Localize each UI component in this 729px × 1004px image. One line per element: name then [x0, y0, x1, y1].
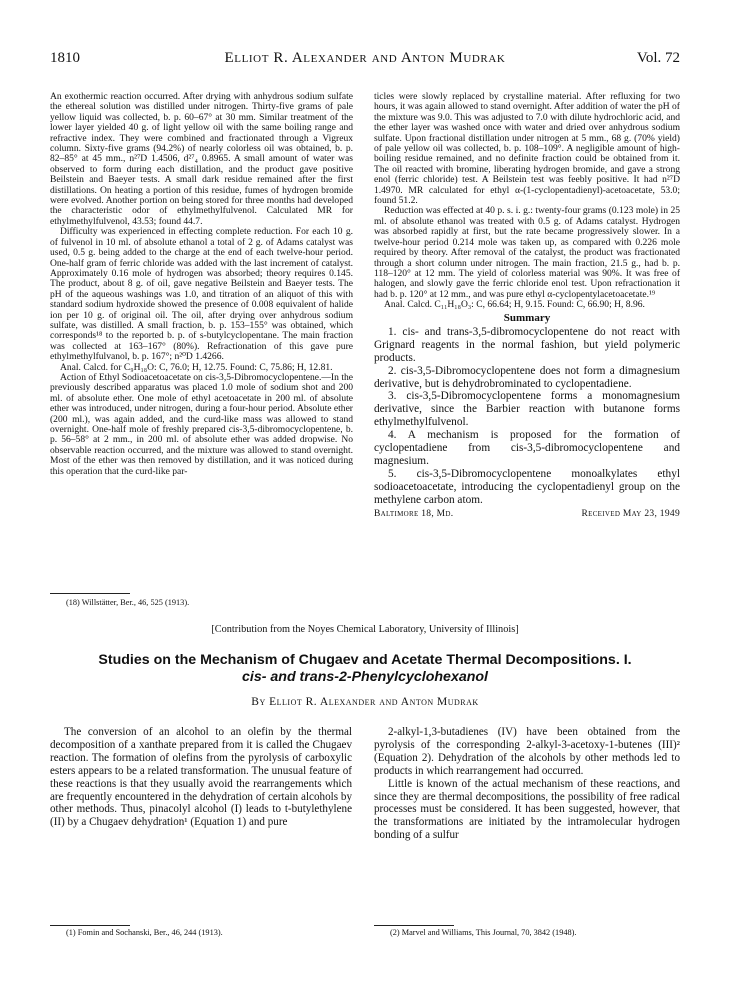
signoff [374, 509, 680, 519]
footnote-18: (18) Willstätter, Ber., 46, 525 (1913). [66, 598, 190, 607]
contribution-line: [Contribution from the Noyes Chemical Laboratory, University of Illinois] [211, 624, 519, 635]
article-title [50, 652, 680, 686]
bottom-right-column [374, 726, 680, 842]
signoff-place: Baltimore 18, Md. [374, 508, 454, 519]
footnote-rule [374, 925, 454, 926]
paragraph: Anal. Calcd. for C₉H₁₈O: C, 76.0; H, 12.75. Found: C, 75.86; H, 12.81. [60, 361, 333, 373]
footnote-rule [50, 925, 130, 926]
footnote-2: (2) Marvel and Williams, This Journal, 70, 3842 (1948). [390, 928, 577, 937]
summary-heading: Summary [503, 311, 551, 324]
title-line-2: cis- and trans-2-Phenylcyclohexanol [242, 669, 488, 685]
running-title: Elliot R. Alexander and Anton Mudrak [224, 50, 506, 66]
top-left-column [50, 92, 353, 477]
bottom-left-column [50, 726, 352, 829]
paragraph: 2-alkyl-1,3-butadienes (IV) have been obtained from the pyrolysis of the corresponding 2-alkyl-3-acetoxy-1-butenes (III)² (Equation 2). Dehydration of the alcohols by other methods led to products in which rearrangement had occurred. [374, 726, 680, 777]
paragraph: Little is known of the actual mechanism of these reactions, and since they are thermal decompositions, the possibility of free radical processes must be considered. It has been suggested, however, that the transformations are initiated by the intramolecular hydrogen bonding of a sulfur [374, 777, 680, 842]
paragraph: Difficulty was experienced in effecting complete reduction. For each 10 g. of fulvenol in 10 ml. of absolute ethanol a total of 2 g. of Adams catalyst was used, 0.5 g. being added to the charge at the end of each twelve-hour period. One-half gram of ferric chloride was added with the last increment of catalyst. Approximately 0.16 mole of hydrogen was absorbed; theory requires 0.145. The product, about 8 g. of oil, gave negative Beilstein and Baeyer tests. The pH of the aqueous washings was 1.0, and titration of an aliquot of this with standard sodium hydroxide showed the presence of 0.008 equivalent of halide ion per 10 g. of original oil. The oil, after drying over anhydrous sodium sulfate, was distilled. A small fraction, b. p. 153–155° was obtained, which corresponds¹⁸ to the reported b. p. of s-butylcyclopentane. The main fraction was collected at 163–167° (80%). Refractionation of this gave pure ethylmethylfulvanol, b. p. 167°; n²⁰D 1.4266. [50, 226, 353, 363]
summary-item: 3. cis-3,5-Dibromocyclopentene forms a monomagnesium derivative, since the Barbier reaction with butanone forms ethylmethylfulvenol. [374, 390, 680, 429]
paragraph: Reduction was effected at 40 p. s. i. g.: twenty-four grams (0.123 mole) in 25 ml. of absolute ethanol was treated with 0.5 g. of Adams catalyst. Hydrogen was absorbed rapidly at first, but the rate became progressively slower. In a twelve-hour period 0.214 mole was taken up, as compared with 0.226 mole required by theory. After removal of the catalyst, the product was fractionated through a short column under nitrogen. The main fraction, 21.5 g., had b. p. 118–120° at 12 mm. The yield of colorless material was 90%. It was free of halogen, and slowly gave the ferric chloride enol test. Upon refractionation it had b. p. 120° at 12 mm., and was pure ethyl α-cyclopentylacetoacetate.¹⁹ [374, 205, 680, 300]
summary-item: 2. cis-3,5-Dibromocyclopentene does not form a dimagnesium derivative, but is dehydrobrominated to cyclopentadiene. [374, 364, 680, 390]
paragraph: Action of Ethyl Sodioacetoacetate on cis-3,5-Dibromocyclopentene.—In the previously described apparatus was placed 1.0 mole of sodium shot and 200 ml. of absolute ether. One mole of ethyl acetoacetate in 200 ml. of absolute ether was introduced, under nitrogen, during a four-hour period. Absolute ether (200 ml.), was again added, and the curd-like mass was allowed to stand overnight. One-half mole of freshly prepared cis-3,5-dibromocyclopentene, b. p. 56–58° at 2 mm., in 200 ml. of absolute ether was added dropwise. No observable reaction occurred, and the mixture was allowed to stand overnight. Most of the ether was then removed by distillation, and it was noticed during this operation that the curd-like par- [50, 371, 353, 477]
volume-label: Vol. 72 [636, 50, 680, 66]
byline: By Elliot R. Alexander and Anton Mudrak [251, 696, 479, 708]
paragraph: Anal. Calcd. C₁₁H₁₈O₃: C, 66.64; H, 9.15. Found: C, 66.90; H, 8.96. [384, 299, 645, 311]
page-header [50, 50, 680, 70]
summary-item: 5. cis-3,5-Dibromocyclopentene monoalkylates ethyl sodioacetoacetate, introducing the cyclopentadienyl group on the methylene carbon atom. [374, 467, 680, 506]
page-number: 1810 [50, 50, 80, 66]
signoff-received: Received May 23, 1949 [581, 508, 680, 519]
title-line-1: Studies on the Mechanism of Chugaev and Acetate Thermal Decompositions. I. [98, 652, 632, 668]
summary-item: 1. cis- and trans-3,5-dibromocyclopentene do not react with Grignard reagents in the normal fashion, but yield polymeric products. [374, 325, 680, 364]
footnote-rule [50, 593, 130, 594]
intro-paragraph: The conversion of an alcohol to an olefin by the thermal decomposition of a xanthate prepared from it is called the Chugaev reaction. The formation of olefins from the pyrolysis of carboxylic esters appears to be a related transformation. The unusual feature of these reactions is that they usually avoid the rearrangements which are frequently encountered in the dehydration of certain alcohols by other methods. Thus, pinacolyl alcohol (I) leads to t-butylethylene (II) by a Chugaev dehydration¹ (Equation 1) and pure [50, 726, 352, 829]
top-right-column [374, 92, 680, 519]
summary-item: 4. A mechanism is proposed for the formation of cyclopentadiene from cis-3,5-dibromocyclopentene and magnesium. [374, 429, 680, 467]
footnote-1: (1) Fomin and Sochanski, Ber., 46, 244 (1913). [66, 928, 223, 937]
paragraph: An exothermic reaction occurred. After drying with anhydrous sodium sulfate the ethereal solution was distilled under nitrogen. Thirty-five grams of pale yellow liquid was collected, b. p. 60–67° at 30 mm. Similar treatment of the lower layer yielded 40 g. of light yellow oil with the same boiling range and refractive index. They were combined and fractionated through a Vigreux column. Sixty-five grams (94.2%) of nearly colorless oil was obtained, b. p. 82–85° at 45 mm., n²⁷D 1.4506, d²⁷₄ 0.8965. A small amount of water was observed to form during each distillation, and the product gave positive Beilstein and Baeyer tests. A small dark residue remained after the first distillations. On heating a portion of this residue, fumes of hydrogen bromide were evolved. Another portion on being stored for three months had developed the characteristic odor of ethylmethylfulvenol. Calculated MR for ethylmethylfulvenol, 43.53; found 44.7. [50, 91, 353, 227]
paragraph: ticles were slowly replaced by crystalline material. After refluxing for two hours, it was again allowed to stand overnight. After addition of water the pH of the mixture was 9.0. This was adjusted to 7.0 with dilute hydrochloric acid, and the ether layer was washed once with water and dried over anhydrous sodium sulfate. Upon fractional distillation under nitrogen at 5 mm., 68 g. (70% yield) of pale yellow oil was collected, b. p. 108–109°. A negligible amount of high-boiling residue remained, and no definite fraction could be obtained from it. The oil reacted with bromine, liberating hydrogen bromide, and gave a strong enol (ferric chloride) test. A Beilstein test was feebly positive. It had n²⁷D 1.4970. MR calculated for ethyl α-(1-cyclopentadienyl)-acetoacetate, 53.0; found 51.2. [374, 91, 680, 207]
